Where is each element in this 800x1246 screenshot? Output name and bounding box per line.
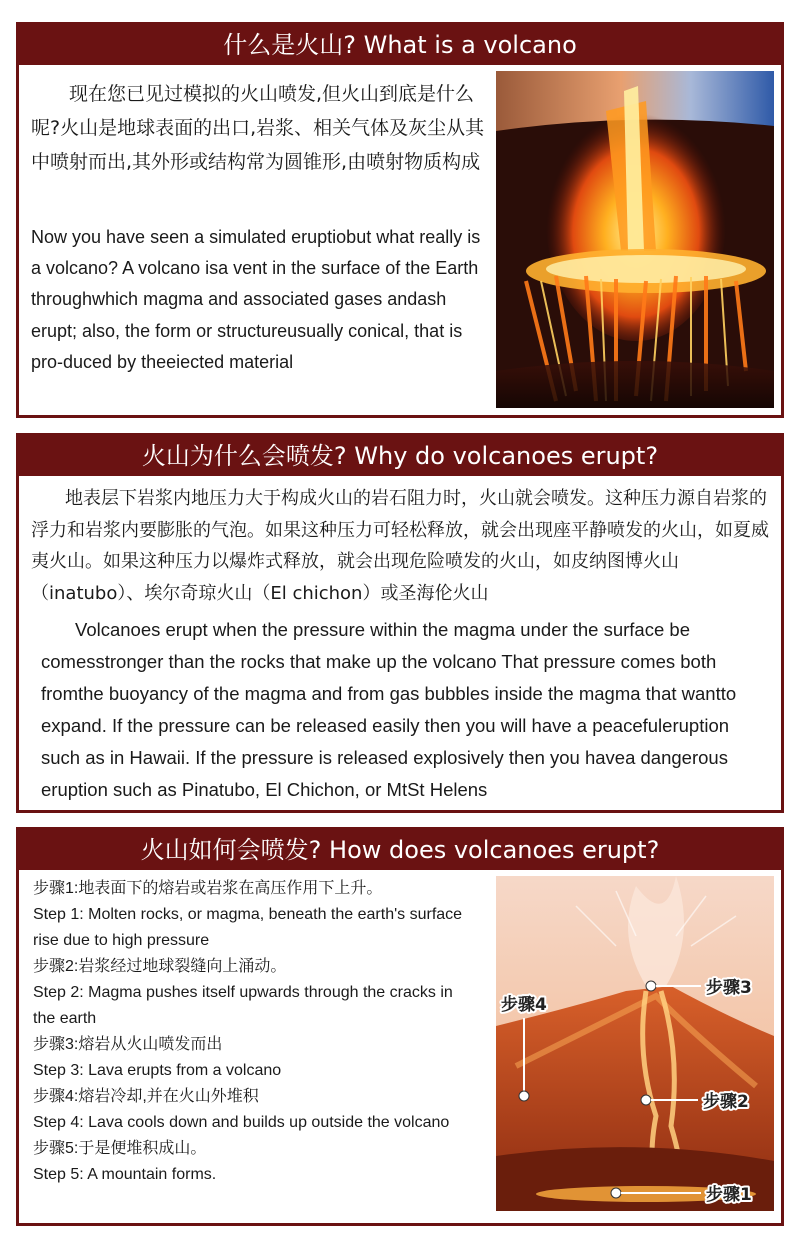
step-text: Step 4: Lava cools down and builds up outside the volcano: [33, 1114, 450, 1131]
chinese-paragraph: 现在您已见过模拟的火山喷发,但火山到底是什么呢?火山是地球表面的出口,岩浆、相关气体及灰尘从其中喷射而出,其外形或结构常为圆锥形,由喷射物质构成: [31, 83, 485, 173]
volcano-diagram: [496, 876, 774, 1211]
section-how-erupt: [16, 827, 784, 1226]
erupting-volcano-photo: [496, 71, 774, 408]
step-text: Step 1: Molten rocks, or magma, beneath the earth's surface rise due to high pressure: [33, 906, 463, 949]
step-text: Step 3: Lava erupts from a volcano: [33, 1062, 282, 1079]
step-text: 步骤4:熔岩冷却,并在火山外堆积: [33, 1088, 259, 1105]
english-paragraph: Volcanoes erupt when the pressure within the magma under the surface be comesstronger than the rocks that make up the volcano That pressure comes both fromthe buoyancy of the magma and from gas bubbles inside the magma that wantto expand. If the pressure can be released easily then you will have a peacefuleruption such as in Hawaii. If the pressure is released explosively then you havea dangerous eruption such as Pinatubo, El Chichon, or MtSt Helens: [41, 619, 737, 800]
section-what-is-volcano: [16, 22, 784, 418]
steps-list: [33, 876, 473, 1188]
step-text: 步骤1:地表面下的熔岩或岩浆在高压作用下上升。: [33, 880, 383, 897]
section-title: 火山如何会喷发? How does volcanoes erupt?: [19, 830, 781, 870]
section-why-erupt: [16, 433, 784, 813]
step-text: 步骤5:于是便堆积成山。: [33, 1140, 207, 1157]
english-paragraph: Now you have seen a simulated eruptiobut what really is a volcano? A volcano isa vent in the surface of the Earth throughwhich magma and associated gases andash erupt; also, the form or structureusually conical, that is pro-duced by theeiected material: [31, 227, 481, 372]
step2-label: 步骤2: [703, 1092, 749, 1112]
step1-label: 步骤1: [706, 1185, 752, 1205]
step-text: 步骤2:岩浆经过地球裂缝向上涌动。: [33, 958, 287, 975]
step3-label: 步骤3: [706, 978, 752, 998]
section-title: 什么是火山? What is a volcano: [19, 25, 781, 65]
chinese-paragraph: 地表层下岩浆内地压力大于构成火山的岩石阻力时，火山就会喷发。这种压力源自岩浆的浮力和岩浆内要膨胀的气泡。如果这种压力可轻松释放，就会出现座平静喷发的火山，如夏威夷火山。如果这种压力以爆炸式释放，就会出现危险喷发的火山，如皮纳图博火山（inatubo）、埃尔奇琼火山（El chichon）或圣海伦火山: [31, 488, 769, 604]
step-text: Step 5: A mountain forms.: [33, 1166, 217, 1183]
step4-label: 步骤4: [501, 995, 547, 1015]
step-text: 步骤3:熔岩从火山喷发而出: [33, 1036, 223, 1053]
section-title: 火山为什么会喷发? Why do volcanoes erupt?: [19, 436, 781, 476]
step-text: Step 2: Magma pushes itself upwards through the cracks in the earth: [33, 984, 453, 1027]
